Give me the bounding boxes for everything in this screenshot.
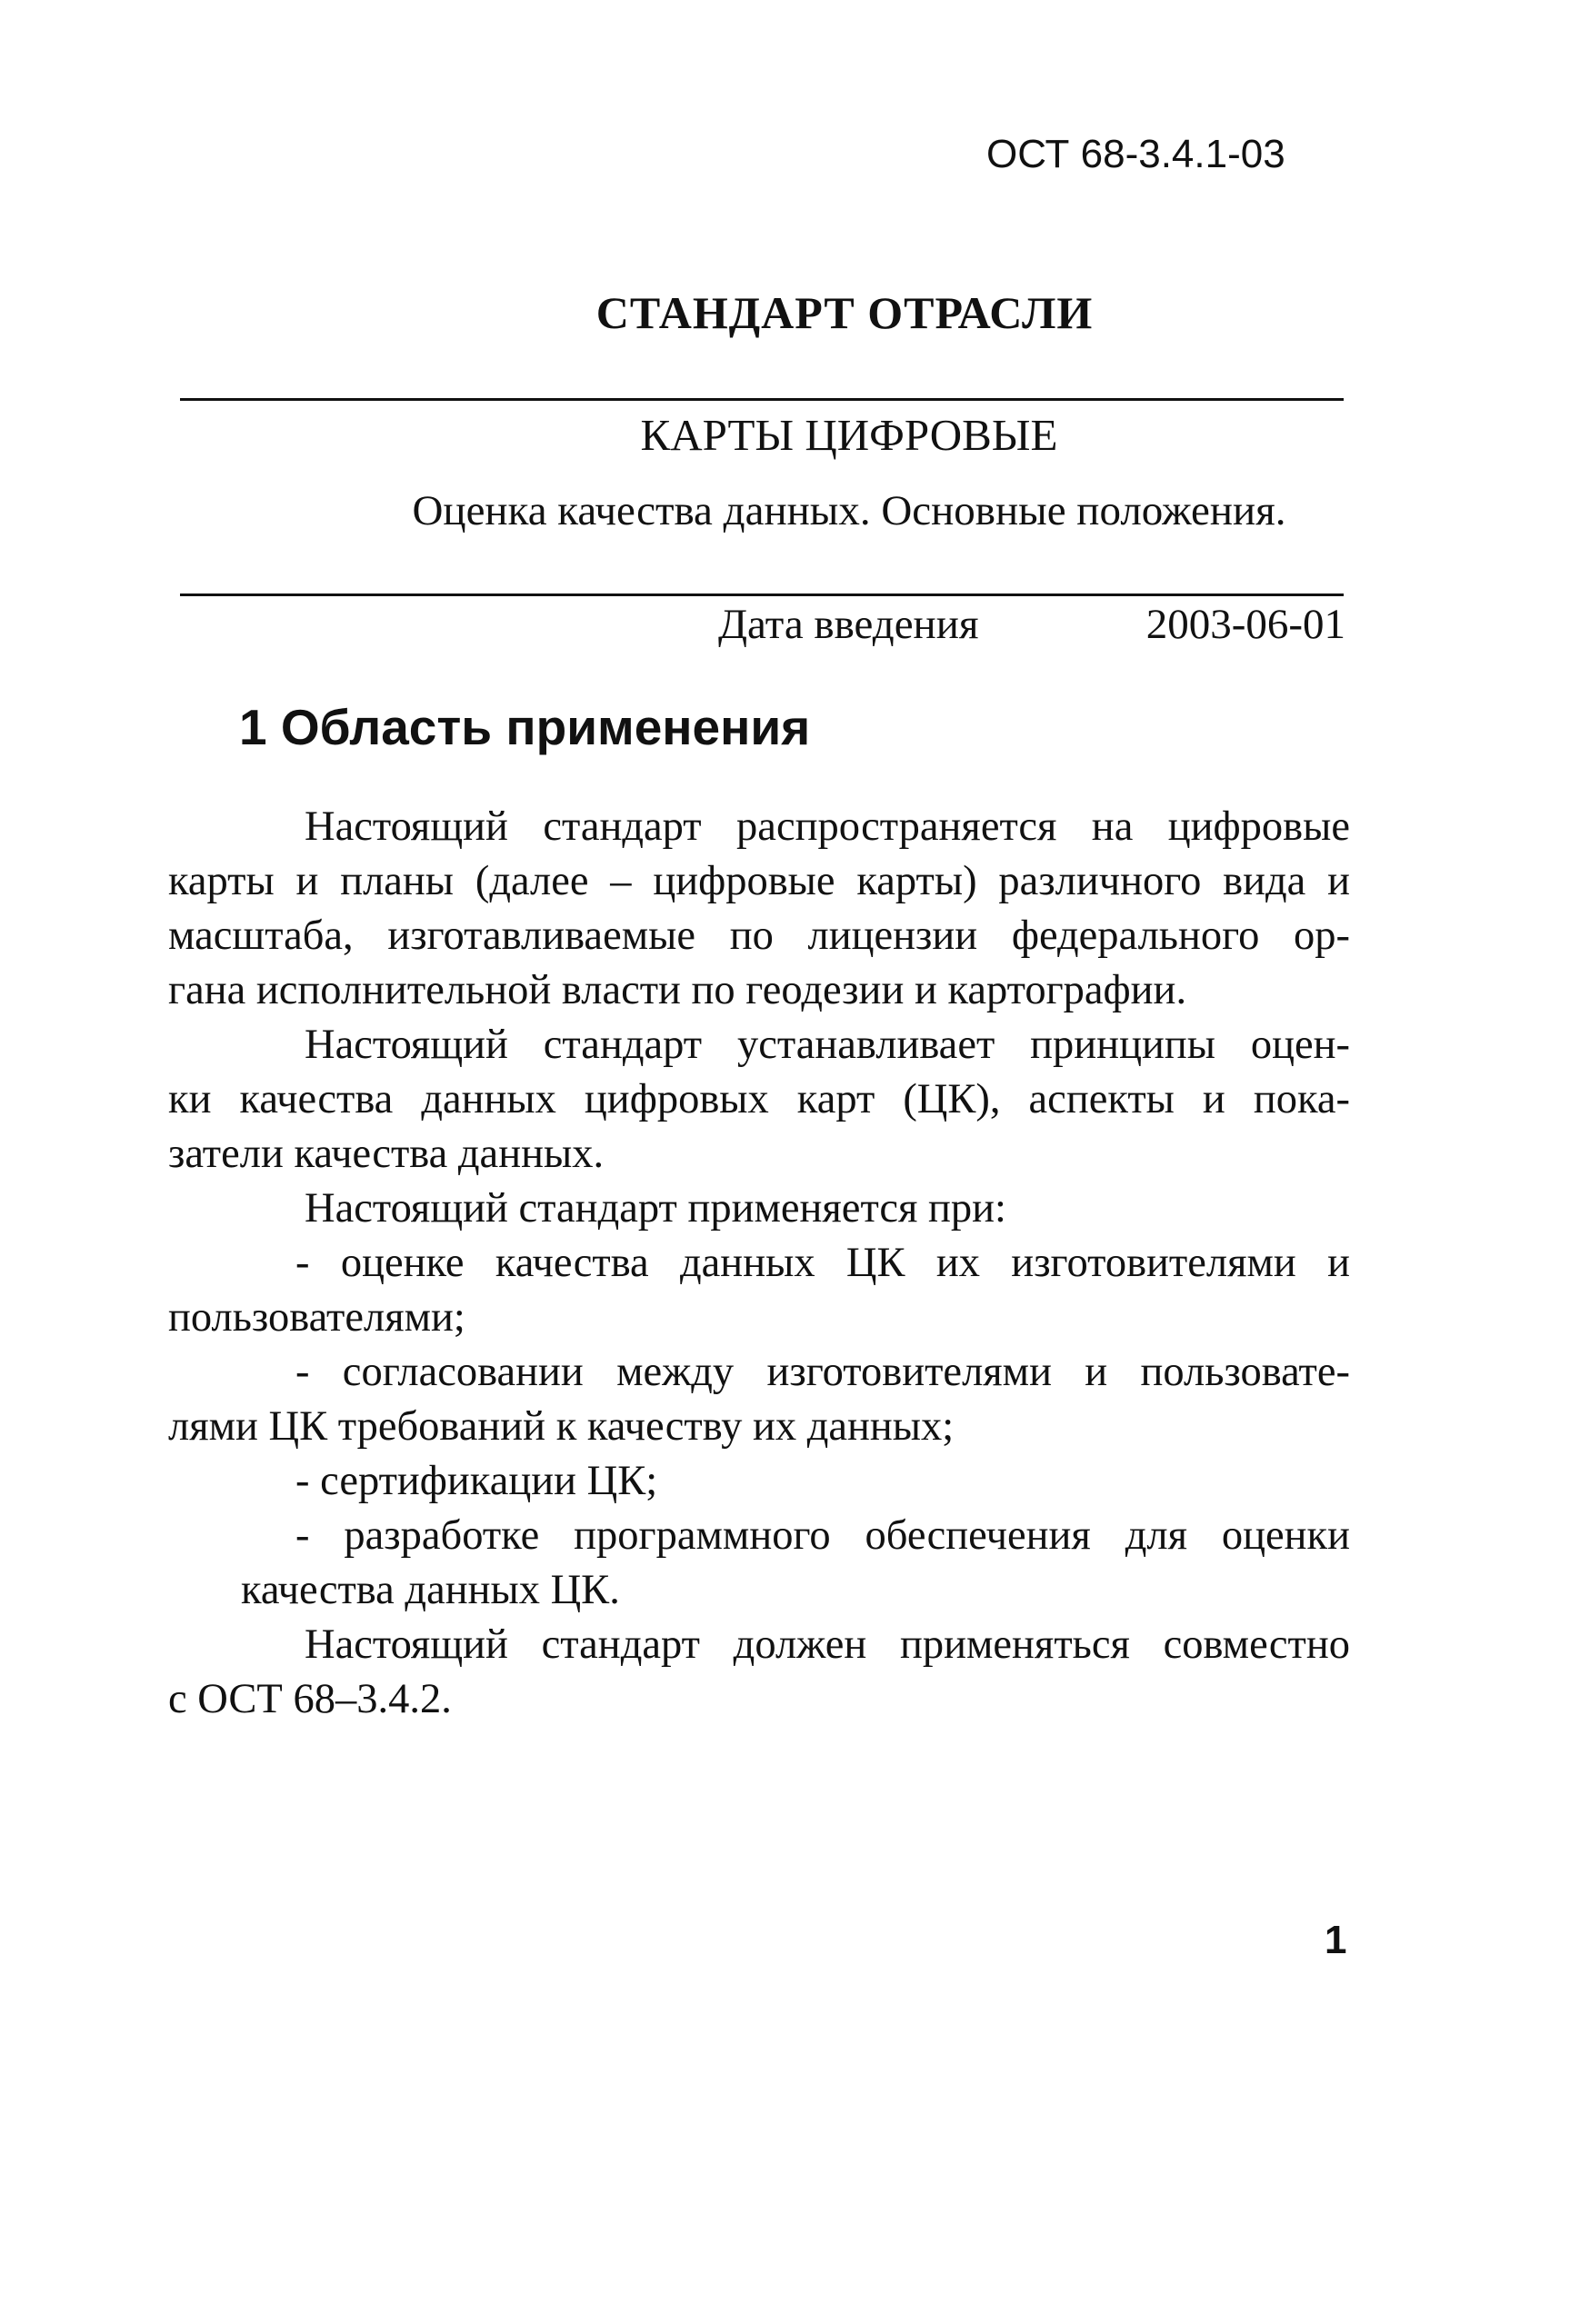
page-number: 1 [1325, 1918, 1347, 1962]
body-line: ки качества данных цифровых карт (ЦК), аспекты и пока- [168, 1076, 1350, 1122]
body-line: лями ЦК требований к качеству их данных; [168, 1403, 955, 1450]
standard-description: Оценка качества данных. Основные положения. [412, 487, 1286, 534]
section-heading: 1 Область применения [239, 699, 811, 755]
body-line: карты и планы (далее – цифровые карты) различного вида и [168, 858, 1350, 904]
body-line: - разработке программного обеспечения для оценки [295, 1512, 1350, 1559]
body-line: - сертификации ЦК; [295, 1458, 658, 1504]
body-line: пользователями; [168, 1294, 465, 1341]
title-divider-bottom [180, 593, 1344, 596]
body-line: - оценке качества данных ЦК их изготовителями и [295, 1240, 1350, 1286]
body-line: Настоящий стандарт распространяется на цифровые [305, 803, 1350, 850]
introduction-date-value: 2003-06-01 [1145, 601, 1345, 648]
section-body [168, 800, 1350, 1727]
body-line: Настоящий стандарт применяется при: [305, 1185, 1006, 1232]
body-line: с ОСТ 68–3.4.2. [168, 1676, 452, 1722]
body-line: масштаба, изготавливаемые по лицензии федерального ор- [168, 913, 1350, 959]
introduction-date-label: Дата введения [718, 601, 979, 648]
body-line: качества данных ЦК. [241, 1567, 620, 1613]
body-line: гана исполнительной власти по геодезии и картографии. [168, 967, 1187, 1013]
document-code: ОСТ 68-3.4.1-03 [986, 132, 1285, 176]
body-line: Настоящий стандарт должен применяться совместно [305, 1621, 1350, 1668]
body-line: затели качества данных. [168, 1131, 605, 1177]
standard-title: СТАНДАРТ ОТРАСЛИ [595, 287, 1094, 338]
introduction-date [718, 600, 1345, 649]
standard-subtitle: КАРТЫ ЦИФРОВЫЕ [640, 410, 1058, 460]
body-line: - согласовании между изготовителями и пользовате- [295, 1349, 1350, 1395]
body-line: Настоящий стандарт устанавливает принципы оцен- [305, 1022, 1350, 1068]
title-divider-top [180, 398, 1344, 401]
